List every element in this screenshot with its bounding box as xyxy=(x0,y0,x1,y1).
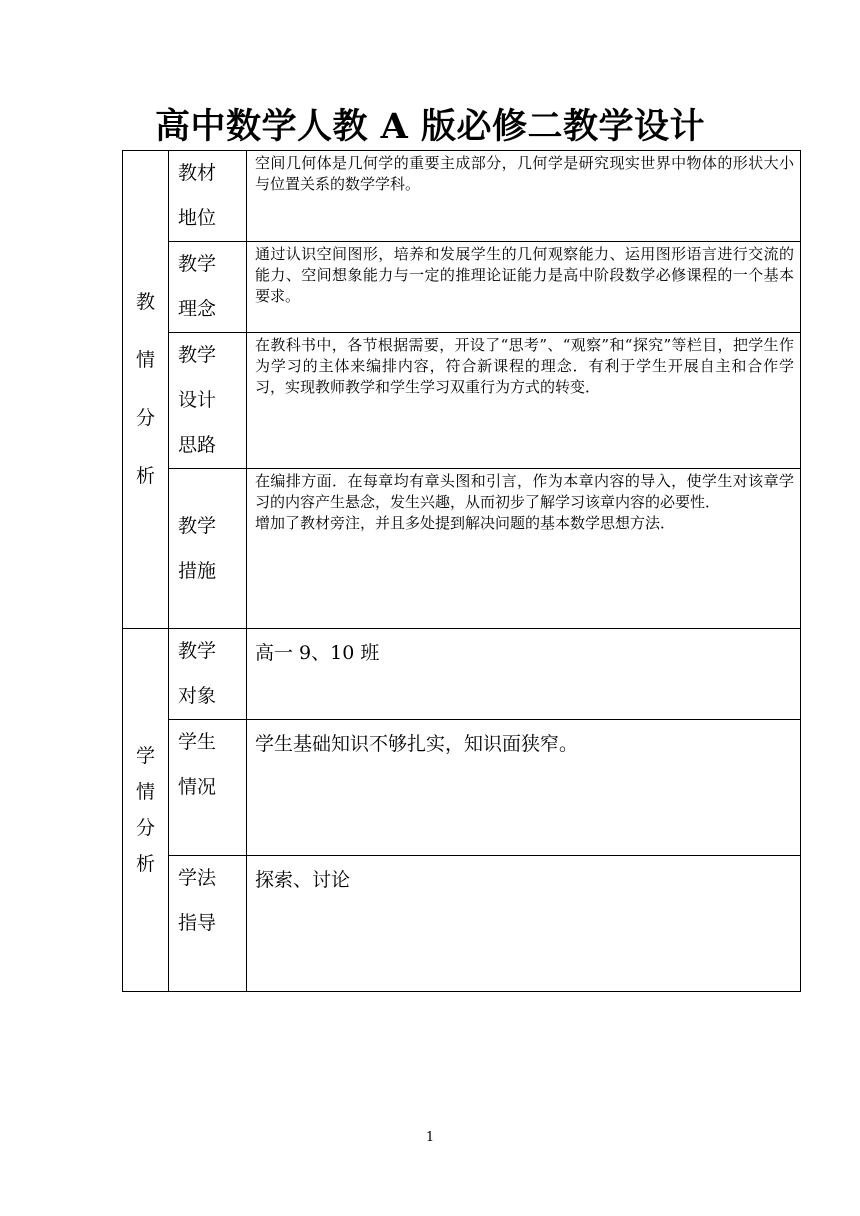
section-label-learning-analysis: 学 情 分 析 xyxy=(123,629,169,992)
table-row xyxy=(123,333,801,469)
row-label-teaching-measures: 教学 措施 xyxy=(169,469,247,629)
table-row xyxy=(123,629,801,720)
page-number: 1 xyxy=(425,1130,435,1145)
row-label-design-approach: 教学 设计 思路 xyxy=(169,333,247,469)
document-title: 高中数学人教 A 版必修二教学设计 xyxy=(154,106,706,147)
row-content-learning-guidance: 探索、讨论 xyxy=(247,856,801,992)
row-label-textbook-position: 教材 地位 xyxy=(169,151,247,242)
teaching-design-table xyxy=(122,150,801,992)
row-label-student-situation: 学生 情况 xyxy=(169,720,247,856)
table-row xyxy=(123,469,801,629)
row-content-teaching-measures: 在编排方面．在每章均有章头图和引言，作为本章内容的导入，使学生对该章学习的内容产生悬念，发生兴趣，从而初步了解学习该章内容的必要性． 增加了教材旁注，并且多处提到解决问题的基本数学思想方法． xyxy=(247,469,801,629)
row-content-student-situation: 学生基础知识不够扎实，知识面狭窄。 xyxy=(247,720,801,856)
table-row xyxy=(123,151,801,242)
row-label-teaching-target: 教学 对象 xyxy=(169,629,247,720)
table-row xyxy=(123,242,801,333)
row-label-teaching-philosophy: 教学 理念 xyxy=(169,242,247,333)
row-label-learning-guidance: 学法 指导 xyxy=(169,856,247,992)
section-label-teaching-analysis: 教 情 分 析 xyxy=(123,151,169,629)
table-row xyxy=(123,720,801,856)
table-row xyxy=(123,856,801,992)
row-content-design-approach: 在教科书中，各节根据需要，开设了“思考”、“观察”和“探究”等栏目，把学生作为学习的主体来编排内容，符合新课程的理念．有利于学生开展自主和合作学习，实现教师教学和学生学习双重行为方式的转变． xyxy=(247,333,801,469)
row-content-textbook-position: 空间几何体是几何学的重要主成部分，几何学是研究现实世界中物体的形状大小与位置关系的数学学科。 xyxy=(247,151,801,242)
row-content-teaching-philosophy: 通过认识空间图形，培养和发展学生的几何观察能力、运用图形语言进行交流的能力、空间想象能力与一定的推理论证能力是高中阶段数学必修课程的一个基本要求。 xyxy=(247,242,801,333)
row-content-teaching-target: 高一 9、10 班 xyxy=(247,629,801,720)
